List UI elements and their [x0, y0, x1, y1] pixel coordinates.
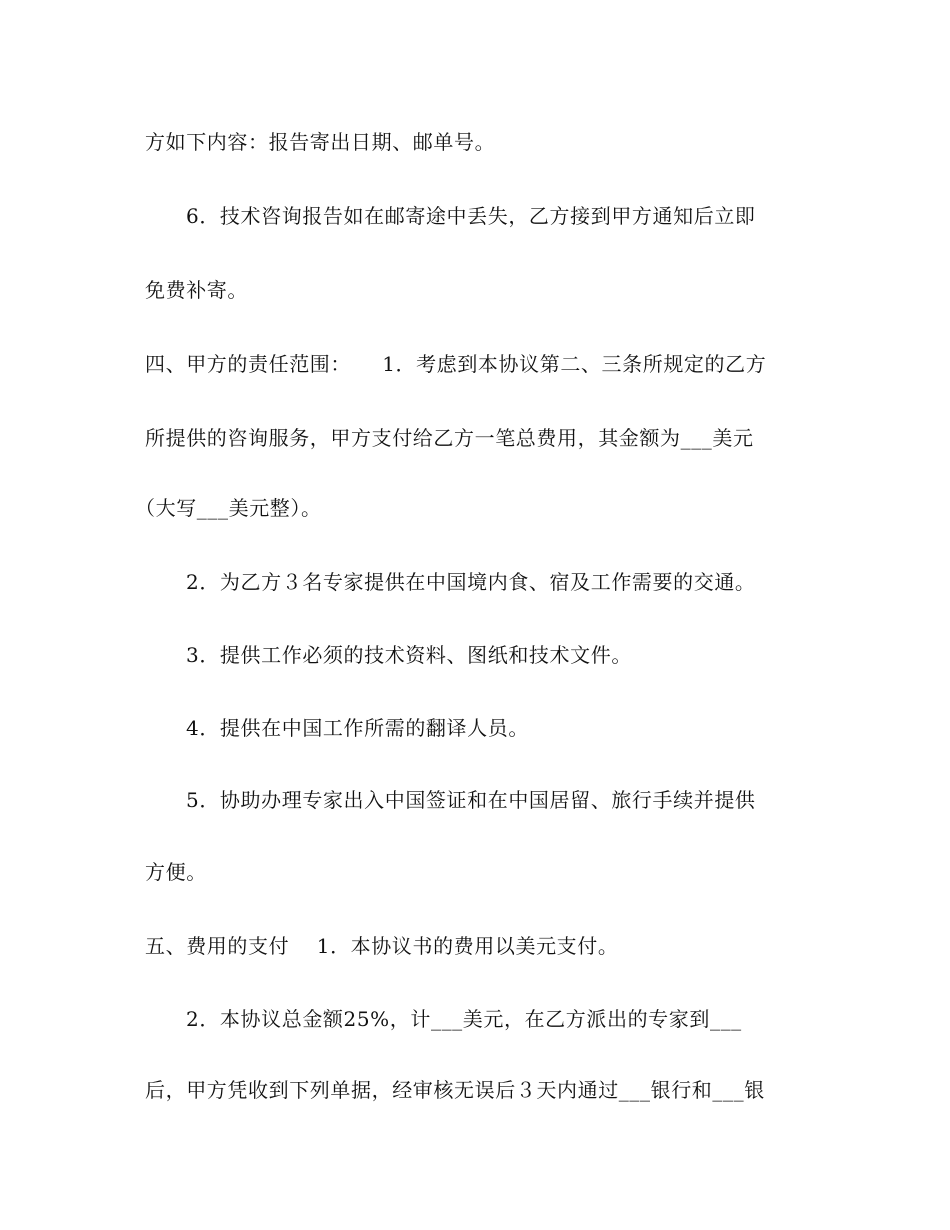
text-line: 后，甲方凭收到下列单据，经审核无误后３天内通过___银行和___银	[145, 1078, 765, 1102]
section-heading-4: 四、甲方的责任范围： 1．考虑到本协议第二、三条所规定的乙方	[145, 352, 767, 376]
text-line: 2．为乙方３名专家提供在中国境内食、宿及工作需要的交通。	[186, 570, 756, 594]
text-line: 5．协助办理专家出入中国签证和在中国居留、旅行手续并提供	[186, 788, 756, 812]
text-line: （大写___美元整）。	[135, 496, 322, 520]
text-line: 所提供的咨询服务，甲方支付给乙方一笔总费用，其金额为___美元	[145, 426, 754, 450]
text-line: 2．本协议总金额25%，计___美元，在乙方派出的专家到___	[186, 1007, 742, 1031]
text-line: 免费补寄。	[145, 278, 248, 302]
text-line: 方便。	[145, 860, 207, 884]
text-line: 4．提供在中国工作所需的翻译人员。	[186, 716, 529, 740]
text-line: 6．技术咨询报告如在邮寄途中丢失，乙方接到甲方通知后立即	[186, 204, 756, 228]
text-line: 3．提供工作必须的技术资料、图纸和技术文件。	[186, 643, 632, 667]
section-heading-5: 五、费用的支付 1．本协议书的费用以美元支付。	[145, 934, 619, 958]
text-line: 方如下内容：报告寄出日期、邮单号。	[145, 130, 496, 154]
